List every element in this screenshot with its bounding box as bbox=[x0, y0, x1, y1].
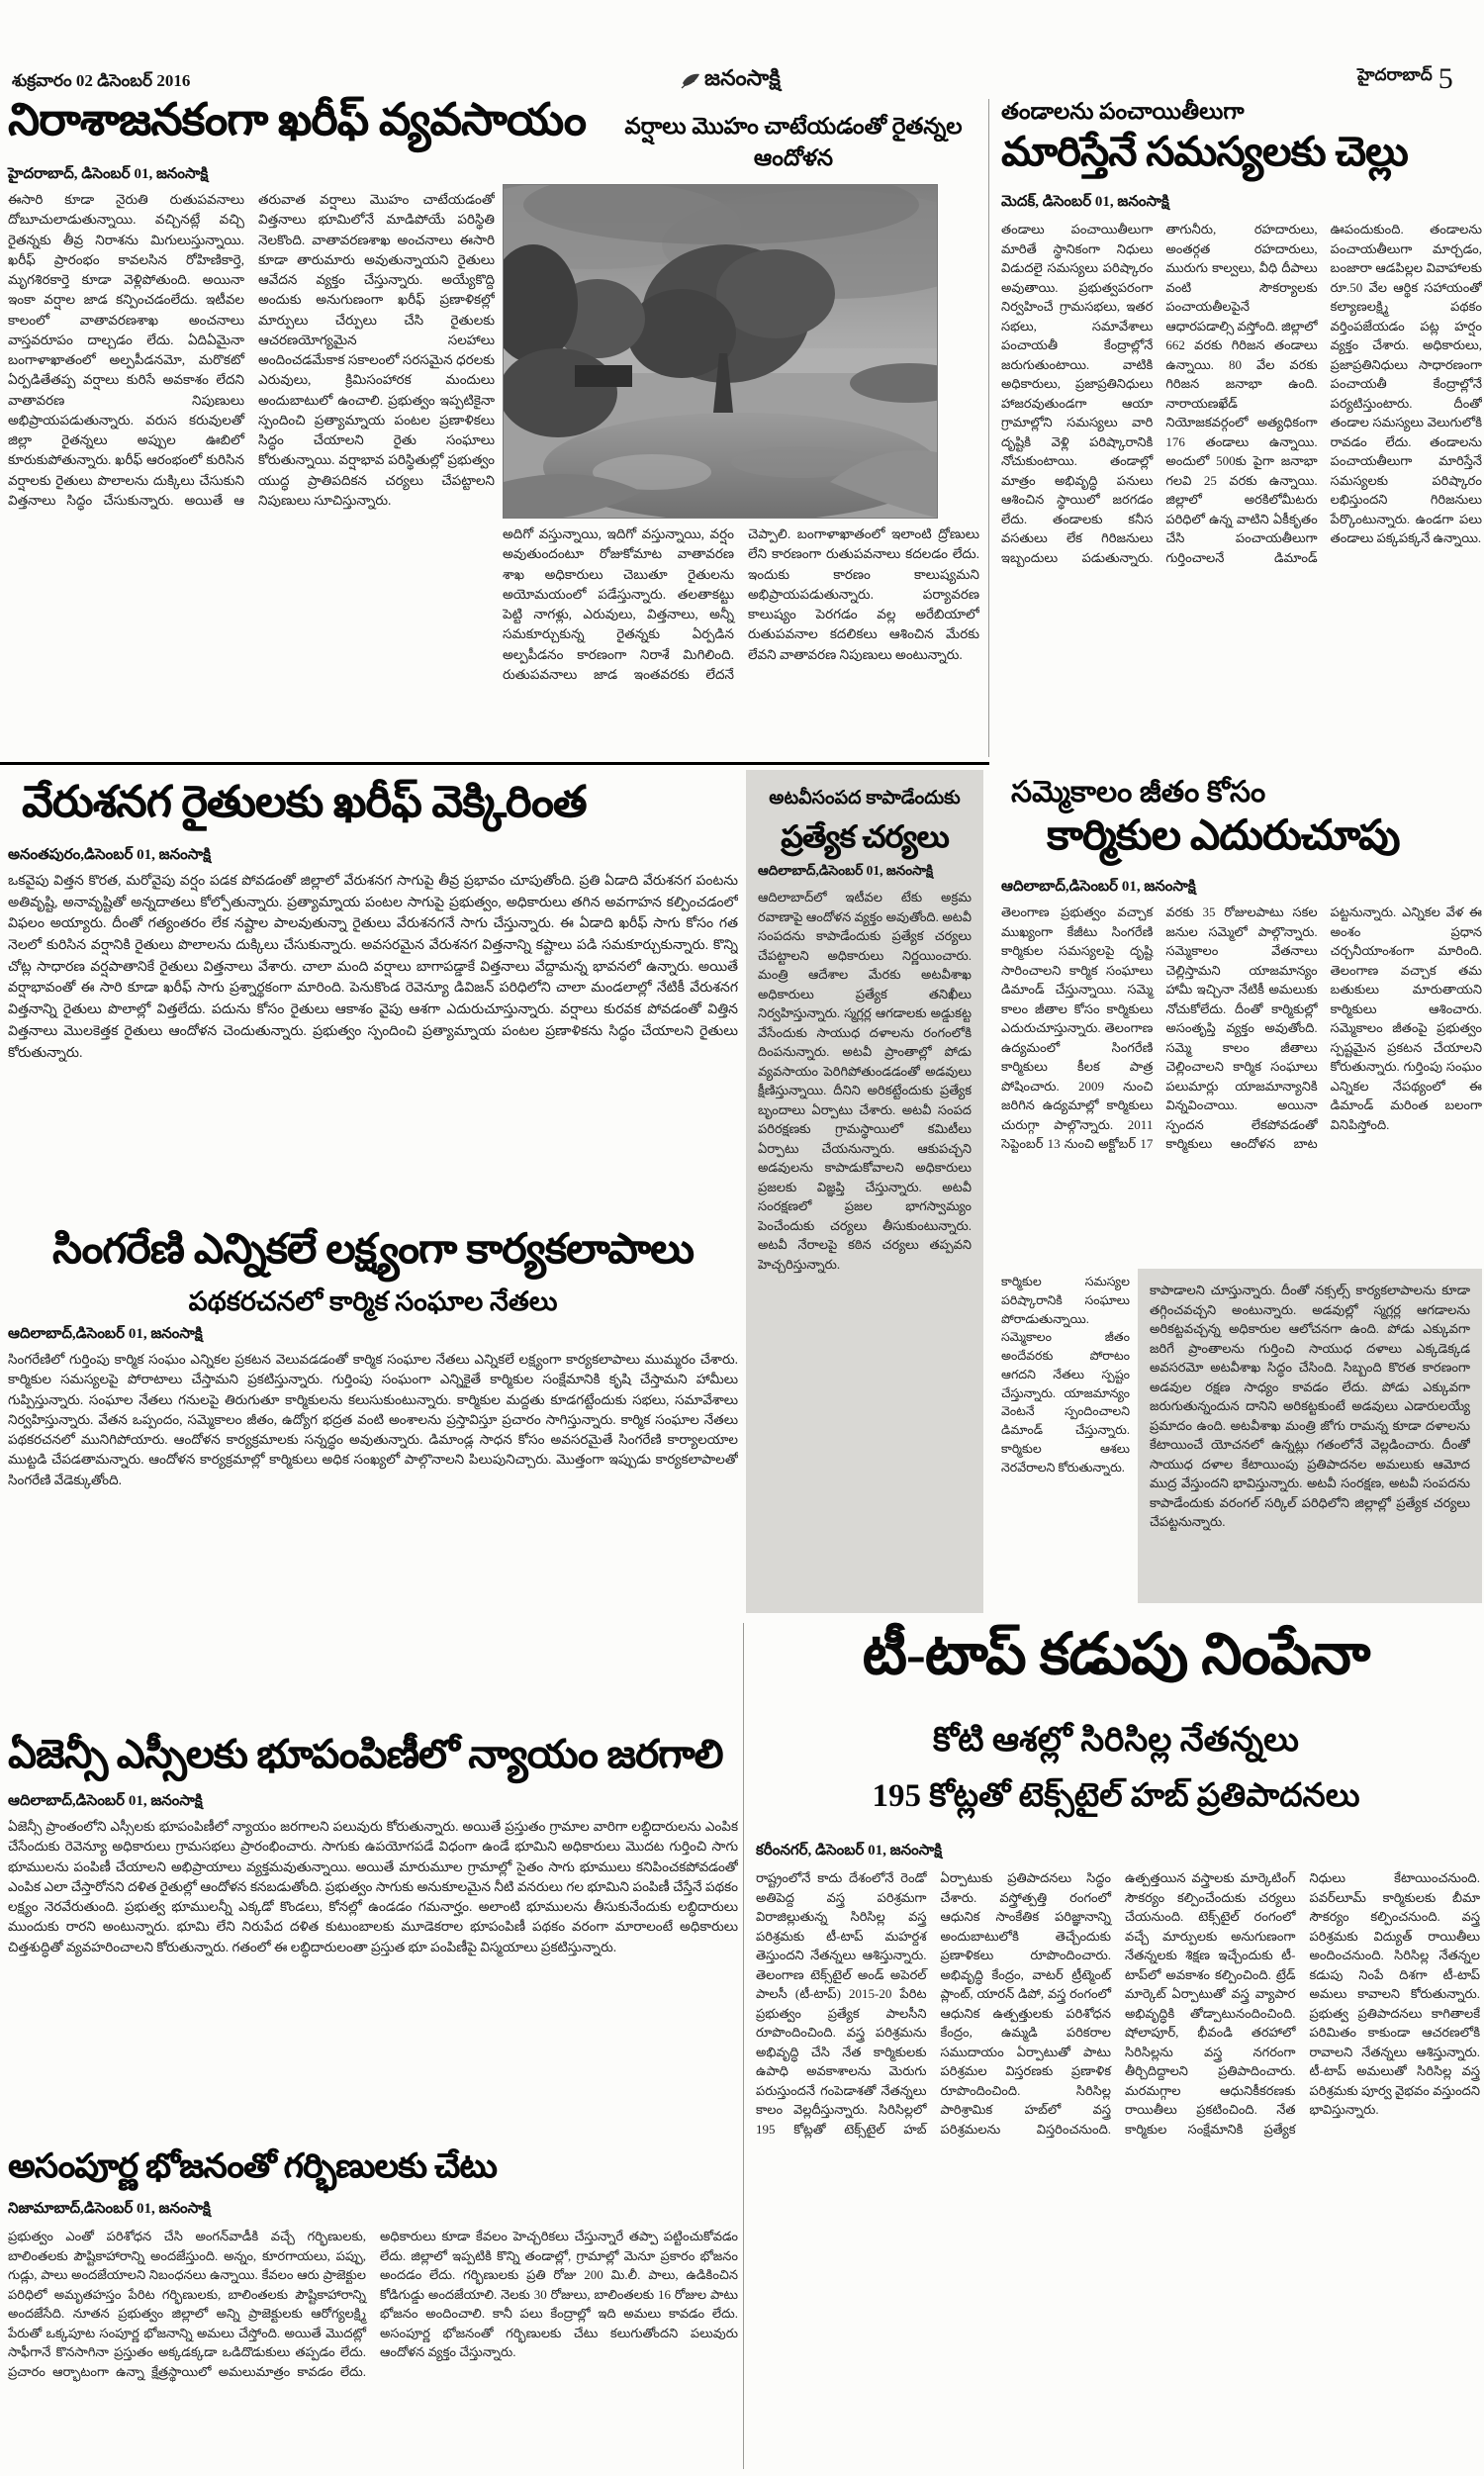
forest-continuation-box bbox=[1138, 1269, 1482, 1603]
section-rule bbox=[0, 762, 989, 765]
groundnut-headline: వేరుశనగ రైతులకు ఖరీఫ్ వెక్కిరింత bbox=[22, 778, 587, 826]
ttap-subhead1: కోటి ఆశల్లో సిరిసిల్ల నేతన్నలు bbox=[933, 1722, 1299, 1759]
karmika-kicker: సమ్మెకాలం జీతం కోసం bbox=[1011, 776, 1266, 809]
anganwadi-headline: అసంపూర్ణ భోజనంతో గర్భిణులకు చేటు bbox=[8, 2148, 497, 2185]
singareni-body: సింగరేణిలో గుర్తింపు కార్మిక సంఘం ఎన్నికల ప్రకటన వెలువడడంతో కార్మిక సంఘాల నేతలు ఎన్నికలే లక్ష్యంగా కార్యకలాపాలు ముమ్మరం చేశారు. కార్మికుల సమస్యలపై పోరాటాలు చేస్తామని ప్రకటిస్తున్నారు. గుర్తింపు సంఘంగా ఎన్నికైతే కార్మికుల సంక్షేమానికి కృషి చేస్తామని హామీలు గుప్పిస్తున్నారు. సంఘాల నేతలు గనులపై తిరుగుతూ కార్మికులను కలుసుకుంటున్నారు. కార్మికుల మద్దతు కూడగట్టేందుకు సభలు, సమావేశాలు నిర్వహిస్తున్నారు. వేతన ఒప్పందం, సమ్మెకాలం జీతం, ఉద్యోగ భద్రత వంటి అంశాలను ప్రస్తావిస్తూ ప్రచారం సాగిస్తున్నారు. కార్మిక సంఘాల నేతలు పథకరచనలో మునిగిపోయారు. ఆందోళన కార్యక్రమాలకు సన్నద్ధం అవుతున్నారు. డిమాండ్ల సాధన కోసం అవసరమైతే సింగరేణి కార్యాలయాల ముట్టడి చేపడతామన్నారు. ఆందోళన కార్యక్రమాల్లో కార్మికులు అధిక సంఖ్యలో పాల్గొనాలని పిలుపునిచ్చారు. మొత్తంగా ఇప్పుడు కార్యకలాపాలతో సింగరేణి వేడెక్కుతోంది. bbox=[8, 1352, 738, 1487]
forest-body: ఆదిలాబాద్‌లో ఇటీవల టేకు అక్రమ రవాణాపై ఆందోళన వ్యక్తం అవుతోంది. అటవీ సంపదను కాపాడేందుకు ప్రత్యేక చర్యలు చేపట్టాలని అధికారులు నిర్ణయించారు. మంత్రి ఆదేశాల మేరకు అటవీశాఖ అధికారులు ప్రత్యేక తనిఖీలు నిర్వహిస్తున్నారు. స్మగ్లర్ల ఆగడాలకు అడ్డుకట్ట వేసేందుకు సాయుధ దళాలను రంగంలోకి దింపనున్నారు. అటవీ ప్రాంతాల్లో పోడు వ్యవసాయం పెరిగిపోతుండడంతో అడవులు క్షీణిస్తున్నాయి. దీనిని అరికట్టేందుకు ప్రత్యేక బృందాలు ఏర్పాటు చేశారు. అటవీ సంపద పరిరక్షణకు గ్రామస్థాయిలో కమిటీలు ఏర్పాటు చేయనున్నారు. ఆకుపచ్చని అడవులను కాపాడుకోవాలని అధికారులు ప్రజలకు విజ్ఞప్తి చేస్తున్నారు. అటవీ సంరక్షణలో ప్రజల భాగస్వామ్యం పెంచేందుకు చర్యలు తీసుకుంటున్నారు. అటవీ నేరాలపై కఠిన చర్యలు తప్పవని హెచ్చరిస్తున్నారు. bbox=[758, 890, 972, 1272]
anganwadi-body: ప్రభుత్వం ఎంతో పరిశోధన చేసి అంగన్‌వాడీకి వచ్చే గర్భిణులకు, బాలింతలకు పౌష్టికాహారాన్ని అందజేస్తుంది. అన్నం, కూరగాయలు, పప్పు, గుడ్లు, పాలు అందజేయాలని నిబంధనలు ఉన్నాయి. కేవలం ఆరు ప్రాజెక్టుల పరిధిలో అమృతహస్తం పేరిట గర్భిణులకు, బాలింతలకు పౌష్టికాహారాన్ని అందజేసేది. నూతన ప్రభుత్వం జిల్లాలో అన్ని ప్రాజెక్టులకు ఆరోగ్యలక్ష్మి పేరుతో ఒక్కపూట సంపూర్ణ భోజనాన్ని అమలు చేస్తోంది. అయితే మొదట్లో సాఫీగానే కొనసాగినా ప్రస్తుతం అక్కడక్కడా ఒడిదొడుకులు తప్పడం లేదు. ప్రచారం ఆర్భాటంగా ఉన్నా క్షేత్రస్థాయిలో అమలుమాత్రం కావడం లేదు. అధికారులు కూడా కేవలం హెచ్చరికలు చేస్తున్నారే తప్పా పట్టించుకోవడం లేదు. జిల్లాలో ఇప్పటికి కొన్ని తండాల్లో, గ్రామాల్లో మెనూ ప్రకారం భోజనం అందడం లేదు. గర్భిణులకు ప్రతి రోజు 200 మి.లీ. పాలు, ఉడికించిన కోడిగుడ్డు అందజేయాలి. నెలకు 30 రోజులు, బాలింతలకు 16 రోజుల పాటు భోజనం అందించాలి. కానీ పలు కేంద్రాల్లో ఇది అమలు కావడం లేదు. అసంపూర్ణ భోజనంతో గర్భిణులకు చేటు కలుగుతోందని పలువురు ఆందోళన వ్యక్తం చేస్తున్నారు. bbox=[8, 2229, 738, 2379]
column-rule-top bbox=[988, 99, 989, 757]
ttap-headline: టీ-టాప్ కడుపు నింపేనా bbox=[862, 1622, 1370, 1686]
karmika-body: తెలంగాణ ప్రభుత్వం వచ్చాక ముఖ్యంగా కేజీటు సింగరేణి కార్మికుల సమస్యలపై దృష్టి సారించాలని కార్మిక సంఘాలు డిమాండ్ చేస్తున్నాయి. సమ్మె కాలం జీతాల కోసం కార్మికులు ఎదురుచూస్తున్నారు. తెలంగాణ ఉద్యమంలో సింగరేణి కార్మికులు కీలక పాత్ర పోషించారు. 2009 నుంచి జరిగిన ఉద్యమాల్లో కార్మికులు చురుగ్గా పాల్గొన్నారు. 2011 సెప్టెంబర్ 13 నుంచి అక్టోబర్ 17 వరకు 35 రోజులపాటు సకల జనుల సమ్మెలో పాల్గొన్నారు. సమ్మెకాలం వేతనాలు చెల్లిస్తామని యాజమాన్యం హామీ ఇచ్చినా నేటికీ అమలుకు నోచుకోలేదు. దీంతో కార్మికుల్లో అసంతృప్తి వ్యక్తం అవుతోంది. సమ్మె కాలం జీతాలు చెల్లించాలని కార్మిక సంఘాలు పలుమార్లు యాజమాన్యానికి విన్నవించాయి. అయినా స్పందన లేకపోవడంతో కార్మికులు ఆందోళన బాట పట్టనున్నారు. ఎన్నికల వేళ ఈ అంశం ప్రధాన చర్చనీయాంశంగా మారింది. తెలంగాణ వచ్చాక తమ బతుకులు మారుతాయని కార్మికులు ఆశించారు. సమ్మెకాలం జీతంపై ప్రభుత్వం స్పష్టమైన ప్రకటన చేయాలని కోరుతున్నారు. గుర్తింపు సంఘం ఎన్నికల నేపథ్యంలో ఈ డిమాండ్ మరింత బలంగా వినిపిస్తోంది. bbox=[1001, 905, 1482, 1151]
agency-byline: ఆదిలాబాద్,డిసెంబర్ 01, జనంసాక్షి bbox=[8, 1793, 203, 1809]
kharif-headline: నిరాశాజనకంగా ఖరీఫ్ వ్యవసాయం bbox=[8, 95, 587, 144]
monsoon-landscape-photo bbox=[503, 184, 938, 519]
kharif-body-below-photo: అదిగో వస్తున్నాయి, ఇదిగో వస్తున్నాయి, వర్షం అవుతుందంటూ రోజుకోమాట వాతావరణ శాఖ అధికారులు చెబుతూ రైతులను అయోమయంలో పడేస్తున్నారు. తలతాకట్టు పెట్టి నాగళ్లు, ఎరువులు, విత్తనాలు, అన్నీ సమకూర్చుకున్న రైతన్నకు ఏర్పడిన అల్పపీడనం కారణంగా నిరాశే మిగిలింది. రుతుపవనాలు జాడ ఇంతవరకు లేదనే చెప్పాలి. బంగాళాఖాతంలో ఇలాంటి ద్రోణులు లేని కారణంగా రుతుపవనాలు కదలడం లేదు. ఇందుకు కారణం కాలుష్యమని అభిప్రాయపడుతున్నారు. పర్యావరణ కాలుష్యం పెరగడం వల్ల అరేబియాలో రుతుపవనాల కదలికలు ఆశించిన మేరకు లేవని వాతావరణ నిపుణులు అంటున్నారు. bbox=[503, 526, 979, 682]
masthead-title: జనంసాక్షి bbox=[704, 65, 781, 90]
forest-article-box bbox=[746, 770, 983, 1613]
singareni-byline: ఆదిలాబాద్,డిసెంబర్ 01, జనంసాక్షి bbox=[8, 1326, 203, 1342]
kharif-byline: హైదరాబాద్, డిసెంబర్ 01, జనంసాక్షి bbox=[8, 166, 209, 182]
thandalu-byline: మెదక్, డిసెంబర్ 01, జనంసాక్షి bbox=[1001, 194, 1169, 210]
forest-byline: ఆదిలాబాద్,డిసెంబర్ 01, జనంసాక్షి bbox=[758, 863, 934, 879]
edition-block bbox=[1357, 62, 1453, 95]
karmika-headline: కార్మికుల ఎదురుచూపు bbox=[1047, 813, 1400, 859]
karmika-body-continued: కార్మికుల సమస్యల పరిష్కారానికి సంఘాలు పోరాడుతున్నాయి. సమ్మెకాలం జీతం అందేవరకు పోరాటం ఆగదని నేతలు స్పష్టం చేస్తున్నారు. యాజమాన్యం వెంటనే స్పందించాలని డిమాండ్ చేస్తున్నారు. కార్మికుల ఆశలు నెరవేరాలని కోరుతున్నారు. bbox=[1001, 1275, 1130, 1475]
singareni-headline: సింగరేణి ఎన్నికలే లక్ష్యంగా కార్యకలాపాలు bbox=[52, 1227, 694, 1273]
column-rule-bottom bbox=[743, 1623, 744, 2469]
anganwadi-byline: నిజామాబాద్,డిసెంబర్ 01, జనంసాక్షి bbox=[8, 2201, 211, 2217]
thandalu-kicker: తండాలను పంచాయితీలుగా bbox=[1001, 99, 1245, 124]
thandalu-headline: మారిస్తేనే సమస్యలకు చెల్లు bbox=[1001, 129, 1408, 174]
ttap-body: రాష్ట్రంలోనే కాదు దేశంలోనే రెండో అతిపెద్ద వస్త్ర పరిశ్రమగా విరాజిల్లుతున్న సిరిసిల్ల వస్త్ర పరిశ్రమకు టీ-టాప్ మహర్దశ తెస్తుందని నేతన్నలు ఆశిస్తున్నారు. తెలంగాణ టెక్స్‌టైల్ అండ్ అపెరల్ పాలసీ (టీ-టాప్) 2015-20 పేరిట ప్రభుత్వం ప్రత్యేక పాలసీని రూపొందించింది. వస్త్ర పరిశ్రమను అభివృద్ధి చేసి నేత కార్మికులకు ఉపాధి అవకాశాలను మెరుగు పరుస్తుందనే గంపెడాశతో నేతన్నలు కాలం వెల్లదీస్తున్నారు. సిరిసిల్లలో 195 కోట్లతో టెక్స్‌టైల్ హబ్ ఏర్పాటుకు ప్రతిపాదనలు సిద్ధం చేశారు. వస్త్రోత్పత్తి రంగంలో ఆధునిక సాంకేతిక పరిజ్ఞానాన్ని అందుబాటులోకి తెచ్చేందుకు ప్రణాళికలు రూపొందించారు. అభివృద్ధి కేంద్రం, వాటర్ ట్రీట్మెంట్ ప్లాంట్, యారన్ డిపో, వస్త్ర రంగంలో ఆధునిక ఉత్పత్తులకు పరిశోధన కేంద్రం, ఉమ్మడి పరికరాల సముదాయం ఏర్పాటుతో పాటు పరిశ్రమల విస్తరణకు ప్రణాళిక రూపొందించింది. సిరిసిల్ల పారిశ్రామిక హబ్‌లో వస్త్ర పరిశ్రమలను విస్తరించనుంది. ఉత్పత్తయిన వస్త్రాలకు మార్కెటింగ్ సౌకర్యం కల్పించేందుకు చర్యలు చేయనుంది. టెక్స్‌టైల్ రంగంలో వచ్చే మార్పులకు అనుగుణంగా నేతన్నలకు శిక్షణ ఇచ్చేందుకు టీ-టాప్‌లో అవకాశం కల్పించింది. ట్రేడ్ మార్కెట్ ఏర్పాటుతో వస్త్ర వ్యాపార అభివృద్ధికి తోడ్పాటునందించింది. షోలాపూర్, భీవండి తరహాలో సిరిసిల్లను వస్త్ర నగరంగా తీర్చిదిద్దాలని ప్రతిపాదించారు. మరమగ్గాల ఆధునికీకరణకు రాయితీలు ప్రకటించింది. నేత కార్మికుల సంక్షేమానికి ప్రత్యేక నిధులు కేటాయించనుంది. పవర్‌లూమ్ కార్మికులకు బీమా సౌకర్యం కల్పించనుంది. వస్త్ర పరిశ్రమకు విద్యుత్ రాయితీలు అందించనుంది. సిరిసిల్ల నేతన్నల కడుపు నింపే దిశగా టీ-టాప్ అమలు కావాలని కోరుతున్నారు. ప్రభుత్వ ప్రతిపాదనలు కాగితాలకే పరిమితం కాకుండా ఆచరణలోకి రావాలని నేతన్నలు ఆశిస్తున్నారు. టీ-టాప్ అమలుతో సిరిసిల్ల వస్త్ర పరిశ్రమకు పూర్వ వైభవం వస్తుందని భావిస్తున్నారు. bbox=[756, 1870, 1480, 2137]
thandalu-body: తండాలు పంచాయితీలుగా మారితే స్థానికంగా నిధులు విడుదలై సమస్యలు పరిష్కారం అవుతాయి. ప్రభుత్వపరంగా నిర్వహించే గ్రామసభలు, ఇతర సభలు, సమావేశాలు పంచాయతీ కేంద్రాల్లోనే జరుగుతుంటాయి. వాటికి అధికారులు, ప్రజాప్రతినిధులు హాజరవుతుండగా ఆయా గ్రామాల్లోని సమస్యలు వారి దృష్టికి వెళ్లి పరిష్కారానికి నోచుకుంటాయి. తండాల్లో మాత్రం అభివృద్ధి పనులు ఆశించిన స్థాయిలో జరగడం లేదు. తండాలకు కనీస వసతులు లేక గిరిజనులు ఇబ్బందులు పడుతున్నారు. తాగునీరు, రహదారులు, అంతర్గత రహదారులు, మురుగు కాల్వలు, వీధి దీపాలు వంటి సౌకర్యాలకు పంచాయతీలపైనే ఆధారపడాల్సి వస్తోంది. జిల్లాలో 662 వరకు గిరిజన తండాలు ఉన్నాయి. 80 వేల వరకు గిరిజన జనాభా ఉంది. నారాయణఖేడ్ నియోజకవర్గంలో అత్యధికంగా 176 తండాలు ఉన్నాయి. అందులో 500కు పైగా జనాభా గలవి 25 వరకు ఉన్నాయి. జిల్లాలో అరకిలోమీటరు పరిధిలో ఉన్న వాటిని ఏకీకృతం చేసి పంచాయతీలుగా గుర్తించాలనే డిమాండ్ ఊపందుకుంది. తండాలను పంచాయతీలుగా మార్చడం, బంజారా ఆడపిల్లల వివాహాలకు రూ.50 వేల ఆర్థిక సహాయంతో కల్యాణలక్ష్మి పథకం వర్తింపజేయడం పట్ల హర్షం వ్యక్తం చేశారు. అధికారులు, ప్రజాప్రతినిధులు సాధారణంగా పంచాయతీ కేంద్రాల్లోనే పర్యటిస్తుంటారు. దీంతో తండాల సమస్యలు వెలుగులోకి రావడం లేదు. తండాలను పంచాయతీలుగా మారిస్తేనే సమస్యలకు పరిష్కారం లభిస్తుందని గిరిజనులు పేర్కొంటున్నారు. ఉండగా పలు తండాలు పక్కపక్కనే ఉన్నాయి. bbox=[1001, 222, 1482, 565]
ttap-subhead2: 195 కోట్లతో టెక్స్‌టైల్ హబ్ ప్రతిపాదనలు bbox=[872, 1778, 1360, 1814]
masthead bbox=[681, 65, 781, 96]
karmika-byline: ఆదిలాబాద్,డిసెంబర్ 01, జనంసాక్షి bbox=[1001, 879, 1196, 895]
page-date: శుక్రవారం 02 డిసెంబర్ 2016 bbox=[12, 71, 191, 90]
kharif-body: ఈసారి కూడా నైరుతి రుతుపవనాలు దోబూచులాడుతున్నాయి. వచ్చినట్లే వచ్చి రైతన్నకు తీవ్ర నిరాశను మిగులుస్తున్నాయి. ఖరీఫ్ ప్రారంభం కావలసిన రోహిణికార్తె, మృగశిరకార్తె కూడా వెళ్లిపోతుంది. అయినా ఇంకా వర్షాల జాడ కన్పించడంలేదు. ఇటీవల కాలంలో వాతావరణశాఖ అంచనాలు వాస్తవరూపం దాల్చడం లేదు. ఏదిఏమైనా బంగాళాఖాతంలో అల్పపీడనమో, మరొకటో ఏర్పడితేతప్ప వర్షాలు కురిసే అవకాశం లేదని వాతావరణ నిపుణులు అభిప్రాయపడుతున్నారు. వరుస కరువులతో జిల్లా రైతన్నలు అప్పుల ఊబిలో కూరుకుపోతున్నారు. ఖరీఫ్ ఆరంభంలో కురిసిన వర్షాలకు రైతులు పొలాలను దుక్కిలు చేసుకుని విత్తనాలు సిద్ధం చేసుకున్నారు. అయితే ఆ తరువాత వర్షాలు మొహం చాటేయడంతో విత్తనాలు భూమిలోనే మాడిపోయే పరిస్థితి నెలకొంది. వాతావరణశాఖ అంచనాలు ఈసారి కూడా తారుమారు అవుతున్నాయని రైతులు ఆవేదన వ్యక్తం చేస్తున్నారు. అయ్యేకొద్ది అందుకు అనుగుణంగా ఖరీఫ్ ప్రణాళికల్లో మార్పులు చేర్పులు చేసి రైతులకు ఆచరణయోగ్యమైన సలహాలు అందించడమేకాక సకాలంలో సరసమైన ధరలకు ఎరువులు, క్రిమిసంహారక మందులు అందుబాటులో ఉంచాలి. ప్రభుత్వం ఇప్పటికైనా స్పందించి ప్రత్యామ్నాయ పంటల ప్రణాళికలు సిద్ధం చేయాలని రైతు సంఘాలు కోరుతున్నాయి. వర్షాభావ పరిస్థితుల్లో ప్రభుత్వం యుద్ధ ప్రాతిపదికన చర్యలు చేపట్టాలని నిపుణులు సూచిస్తున్నారు. bbox=[8, 192, 495, 508]
forest-headline: ప్రత్యేక చర్యలు bbox=[781, 819, 949, 854]
kharif-subhead: వర్షాలు మొహం చాటేయడంతో రైతన్నల ఆందోళన bbox=[624, 114, 963, 171]
masthead-leaf-icon bbox=[681, 71, 700, 91]
groundnut-byline: అనంతపురం,డిసెంబర్ 01, జనంసాక్షి bbox=[8, 847, 212, 863]
forest-continuation-body: కాపాడాలని చూస్తున్నారు. దీంతో నక్సల్స్ కార్యకలాపాలను కూడా తగ్గించవచ్చని అంటున్నారు. అడవుల్లో స్మగ్లర్ల ఆగడాలను అరికట్టవచ్చన్న అధికారుల ఆలోచనగా ఉంది. పోడు ఎక్కువగా జరిగే ప్రాంతాలను గుర్తించి సాయుధ దళాలు ఎక్కడెక్కడ అవసరమో అటవీశాఖ సిద్ధం చేసింది. సిబ్బంది కొరత కారణంగా అడవుల రక్షణ సాధ్యం కావడం లేదు. పోడు ఎక్కువగా జరుగుతున్నందున దానిని అరికట్టకుంటే అడవులు ఎడారులయ్యే ప్రమాదం ఉంది. అటవీశాఖ మంత్రి జోగు రామన్న కూడా దళాలను కేటాయించే యోచనలో ఉన్నట్లు గతంలోనే వెల్లడించారు. దీంతో సాయుధ దళాల కేటాయింపు ప్రతిపాదనల అమలుకు ఆమోద ముద్ర వేస్తుందని భావిస్తున్నారు. అటవీ సంరక్షణ, అటవీ సంపదను కాపాడేందుకు వరంగల్ సర్కిల్ పరిధిలోని జిల్లాల్లో ప్రత్యేక చర్యలు చేపట్టనున్నారు. bbox=[1150, 1283, 1470, 1529]
groundnut-body: ఒకవైపు విత్తన కొరత, మరోవైపు వర్షం పడక పోవడంతో జిల్లాలో వేరుశనగ సాగుపై తీవ్ర ప్రభావం చూపుతోంది. ప్రతి ఏడాది వేరుశనగ పంటను అతివృష్టి, అనావృష్టితో అన్నదాతలు కోల్పోతున్నారు. ప్రత్యామ్నాయ పంటల సాగుపై ప్రభుత్వం, అధికారులు తగిన అవగాహన కల్పించడంలో విఫలం అయ్యారు. దీంతో గత్యంతరం లేక నష్టాల పాలవుతున్నా రైతులు వేరుశనగనే సాగు చేస్తున్నారు. ఈ ఏడాది ఖరీఫ్ సాగు కోసం గత నెలలో కురిసిన వర్షానికి రైతులు పొలాలను దుక్కిలు చేసుకున్నారు. అవసరమైన వేరుశనగ విత్తనాన్ని కష్టాలు పడి సమకూర్చుకున్నారు. కొన్ని చోట్ల సాధారణ వర్షపాతానికే రైతులు విత్తనాలు వేశారు. చాలా మంది వర్షాలు బాగాపడ్డాకే విత్తనాలు వేద్దామన్న భావనలో ఉన్నారు. అయితే వర్షాభావంతో ఈ సారి కూడా ఖరీఫ్ సాగు ప్రశ్నార్థకంగా మారింది. పెనుకొండ రెవెన్యూ డివిజన్ పరిధిలోని చాలా మండలాల్లో నేటికీ వేరుశనగ విత్తనాన్ని రైతులు పొలాల్లో విత్తలేదు. పదును కోసం రైతులు ఆకాశం వైపు ఆశగా ఎదురుచూస్తున్నారు. వర్షాలు కురవక పోవడంతో విత్తిన విత్తనాలు మొలకెత్తక రైతులు ఆందోళన చెందుతున్నారు. ప్రభుత్వం స్పందించి ప్రత్యామ్నాయ పంటల ప్రణాళికను సిద్ధం చేయాలని రైతులు కోరుతున్నారు. bbox=[8, 874, 738, 1061]
page-number: 5 bbox=[1438, 62, 1453, 95]
ttap-byline: కరీంనగర్, డిసెంబర్ 01, జనంసాక్షి bbox=[756, 1843, 943, 1858]
singareni-subhead: పథకరచనలో కార్మిక సంఘాల నేతలు bbox=[188, 1286, 558, 1316]
agency-headline: ఏజెన్సీ ఎస్సీలకు భూపంపిణీలో న్యాయం జరగాలి bbox=[8, 1732, 723, 1776]
agency-body: ఏజెన్సీ ప్రాంతంలోని ఎస్సీలకు భూపంపిణీలో న్యాయం జరగాలని పలువురు కోరుతున్నారు. అయితే ప్రస్తుతం గ్రామాల వారిగా లబ్ధిదారులను ఎంపిక చేసేందుకు రెవెన్యూ అధికారులు గ్రామసభలు ప్రారంభించారు. సాగుకు ఉపయోగపడే విధంగా ఉండే భూమిని అధికారులు మొదట గుర్తించి సాగు భూములను పంపిణీ చేయాలని అభిప్రాయాలు వ్యక్తమవుతున్నాయి. అయితే మారుమూల గ్రామాల్లో సైతం సాగు భూములు కనిపించకపోవడంతో ఎంపిక ఎలా చేస్తారోనని దళిత రైతుల్లో ఆందోళన కనబడుతోంది. ప్రభుత్వం సాగుకు అనుకూలమైన నీటి వనరులు గల భూమిని పంపిణీ చేస్తేనే పథకం లక్ష్యం నెరవేరుతుంది. ప్రభుత్వ భూములన్నీ ఎక్కడో కొండలు, కోనల్లో ఉండడం గమనార్హం. అలాంటి భూములను తీసుకునేందుకు లబ్ధిదారులు ముందుకు రారని అంటున్నారు. భూమి లేని నిరుపేద దళిత కుటుంబాలకు మూడెకరాల భూపంపిణీ పథకం వరంగా మారాలంటే అధికారులు చిత్తశుద్ధితో వ్యవహరించాలని కోరుతున్నారు. గతంలో ఈ లబ్ధిదారులంతా ప్రస్తుత భూ పంపిణీపై విస్మయాలు ప్రకటిస్తున్నారు. bbox=[8, 1819, 738, 1954]
edition-city: హైదరాబాద్ bbox=[1357, 65, 1433, 84]
forest-kicker: అటవీసంపద కాపాడేందుకు bbox=[769, 788, 961, 809]
